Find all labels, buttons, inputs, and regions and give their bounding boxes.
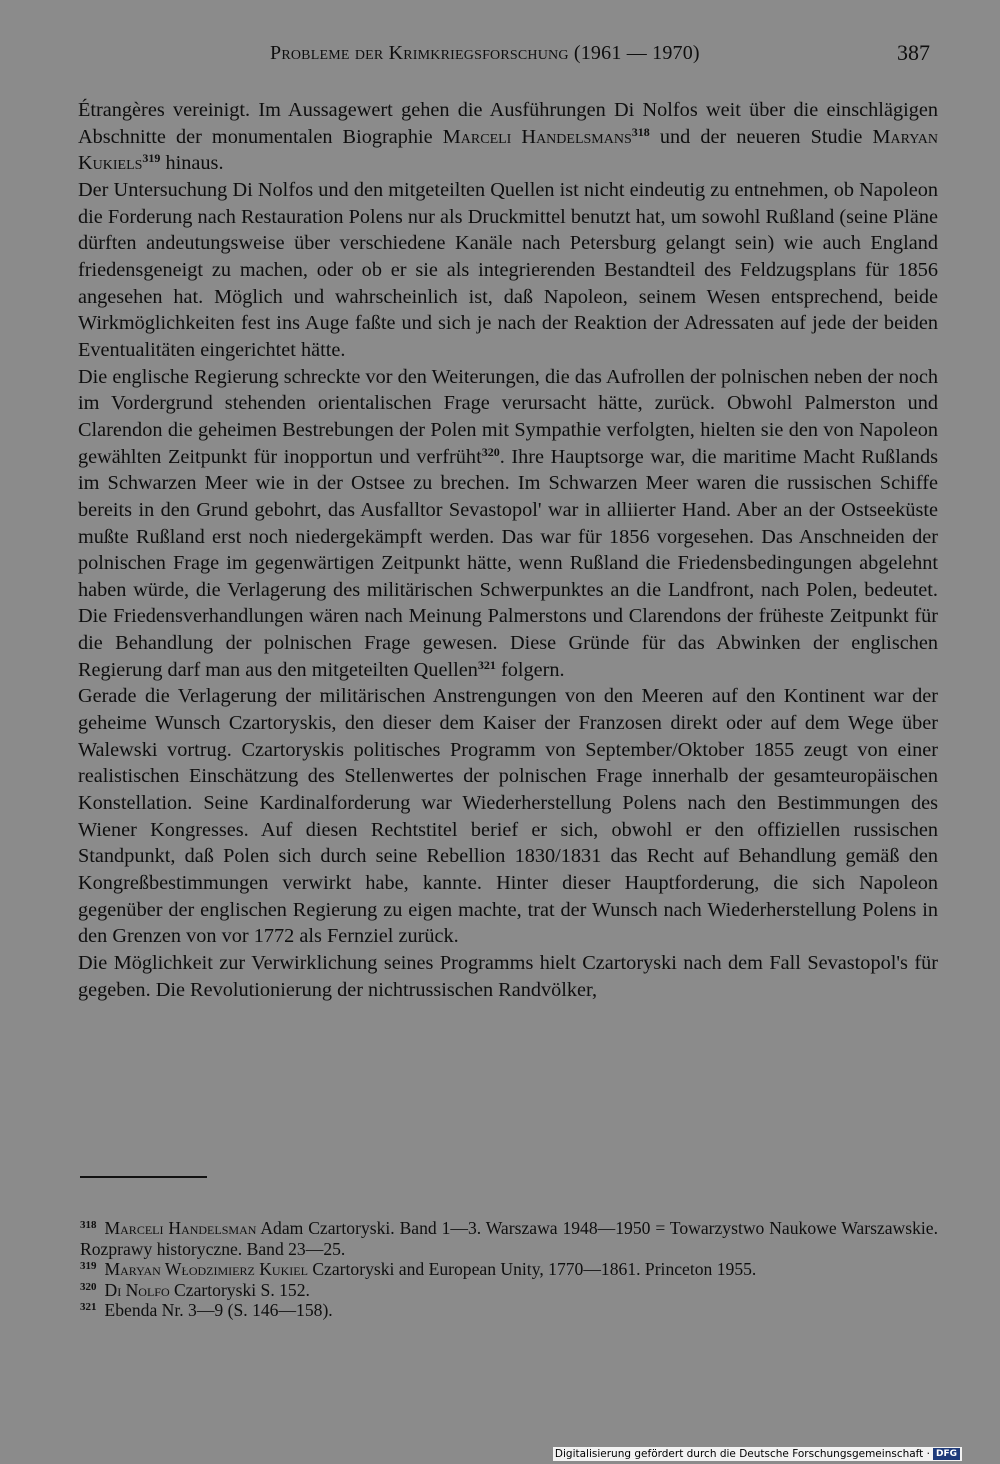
footnote-318 bbox=[80, 1218, 938, 1259]
running-title: Probleme der Krimkriegsforschung (1961 — 1970) bbox=[270, 42, 700, 64]
paragraph-4: Gerade die Verlagerung der militärischen Anstrengungen von den Meeren auf den Kontinent war der geheime Wunsch Czartoryskis, den dieser dem Kaiser der Franzosen direkt oder auf dem Wege über Walewski vortrug. Czartoryskis politisches Programm von September/Oktober 1855 zeugt von einer realistischen Einschätzung des Stellenwertes der polnischen Frage innerhalb der gesamteuropäischen Konstellation. Seine Kardinalforderung war Wiederherstellung Polens nach den Bestimmungen des Wiener Kongresses. Auf diesen Rechtstitel berief er sich, obwohl er den offiziellen russischen Standpunkt, daß Polen sich durch seine Rebellion 1830/1831 das Recht auf Behandlung gemäß den Kongreßbestimmungen verwirkt habe, kannte. Hinter dieser Hauptforderung, die sich Napoleon gegenüber der englischen Regierung zu eigen machte, trat der Wunsch nach Wiederherstellung Polens in den Grenzen von vor 1772 als Fernziel zurück. bbox=[78, 685, 938, 948]
author-name: Maryan Kukiels bbox=[78, 125, 938, 175]
footnote-321 bbox=[80, 1300, 938, 1321]
paragraph-text: Étrangères vereinigt. Im Aussagewert gehen die Ausführungen Di Nolfos weit über die einschlägigen Abschnitte der monumentalen Biographie bbox=[78, 99, 938, 148]
paragraph-text: und der neueren Studie bbox=[649, 125, 873, 148]
paragraph-1 bbox=[78, 97, 938, 177]
credit-text: Digitalisierung gefördert durch die Deutsche Forschungsgemeinschaft · bbox=[554, 1448, 930, 1460]
footnote-text: Adam Czartoryski. Band 1—3. Warszawa 1948—1950 = Towarzystwo Naukowe Warszawskie. Rozprawy historyczne. Band 23—25. bbox=[80, 1218, 938, 1259]
page-header bbox=[0, 40, 1000, 70]
footnote-320 bbox=[80, 1280, 938, 1301]
footnote-author: Marceli Handelsman bbox=[104, 1218, 257, 1238]
footnote-ref: 318 bbox=[631, 124, 650, 139]
footnote-author: Di Nolfo bbox=[104, 1279, 170, 1300]
footnote-number: 318 bbox=[80, 1219, 97, 1231]
page-number: 387 bbox=[897, 40, 930, 65]
footnote-number: 319 bbox=[80, 1260, 97, 1272]
footnote-number: 321 bbox=[80, 1301, 97, 1313]
paragraph-2: Der Untersuchung Di Nolfos und den mitgeteilten Quellen ist nicht eindeutig zu entnehmen, ob Napoleon die Forderung nach Restauration Polens nur als Druckmittel benutzt hat, um sowohl Rußland (seine Pläne dürften andeutungsweise über verschiedene Kanäle nach Petersburg gelangt sein) wie auch England friedensgeneigt zu machen, oder ob er sie als integrierenden Bestandteil des Feldzugsplans für 1856 angesehen hat. Möglich und wahrscheinlich ist, daß Napoleon, seinem Wesen entsprechend, beide Wirkmöglichkeiten fest ins Auge faßte und sich je nach der Reaktion der Adressaten auf jede der beiden Eventualitäten eingerichtet hätte. bbox=[78, 178, 938, 361]
footnote-text: Czartoryski S. 152. bbox=[169, 1279, 310, 1300]
paragraph-text: . Ihre Hauptsorge war, die maritime Macht Rußlands im Schwarzen Meer wie in der Ostsee zu brechen. Im Schwarzen Meer waren die russischen Schiffe bereits in den Grund gebohrt, das Ausfalltor Sevastopol' war in alliierter Hand. Aber an der Ostseeküste mußte Rußland erst noch niedergekämpft werden. Das war für 1856 vorgesehen. Das Anschneiden der polnischen Frage im gegenwärtigen Zeitpunkt hätte, wenn Rußland die Friedensbedingungen abgelehnt haben würde, die Verlagerung des militärischen Schwerpunktes an die Landfront, nach Polen, bedeutet. Die Friedensverhandlungen wären nach Meinung Palmerstons und Clarendons der früheste Zeitpunkt für die Behandlung der polnischen Frage gewesen. Diese Gründe für das Abwinken der englischen Regierung darf man aus den mitgeteilten Quellen bbox=[78, 445, 939, 681]
paragraph-3 bbox=[78, 364, 938, 684]
paragraph-text: hinaus. bbox=[160, 152, 224, 175]
body-text bbox=[78, 97, 938, 1003]
paragraph-text: folgern. bbox=[495, 658, 565, 681]
footnote-ref: 320 bbox=[481, 444, 500, 459]
footnote-text: Czartoryski and European Unity, 1770—1861. Princeton 1955. bbox=[307, 1259, 757, 1279]
footnote-ref: 319 bbox=[142, 151, 161, 166]
footnote-rule bbox=[80, 1176, 207, 1178]
footnote-ref: 321 bbox=[477, 657, 496, 672]
footnote-319 bbox=[80, 1259, 938, 1280]
footnote-author: Maryan Włodzimierz Kukiel bbox=[104, 1259, 308, 1279]
footnotes bbox=[80, 1218, 938, 1321]
paragraph-text: Die englische Regierung schreckte vor den Weiterungen, die das Aufrollen der polnischen neben der noch im Vordergrund stehenden orientalischen Frage verursacht hätte, zurück. Obwohl Palmerston und Clarendon die geheimen Bestrebungen der Polen mit Sympathie verfolgten, hielten sie den von Napoleon gewählten Zeitpunkt für inopportun und verfrüht bbox=[78, 365, 938, 468]
paragraph-5: Die Möglichkeit zur Verwirklichung seines Programms hielt Czartoryski nach dem Fall Sevastopol's für gegeben. Die Revolutionierung der nichtrussischen Randvölker, bbox=[78, 952, 938, 1001]
dfg-logo-icon: DFG bbox=[933, 1448, 960, 1460]
author-name: Marceli Handelsmans bbox=[442, 125, 632, 148]
digitization-credit bbox=[553, 1447, 962, 1461]
footnote-text: Ebenda Nr. 3—9 (S. 146—158). bbox=[104, 1300, 333, 1320]
footnote-number: 320 bbox=[80, 1280, 97, 1293]
